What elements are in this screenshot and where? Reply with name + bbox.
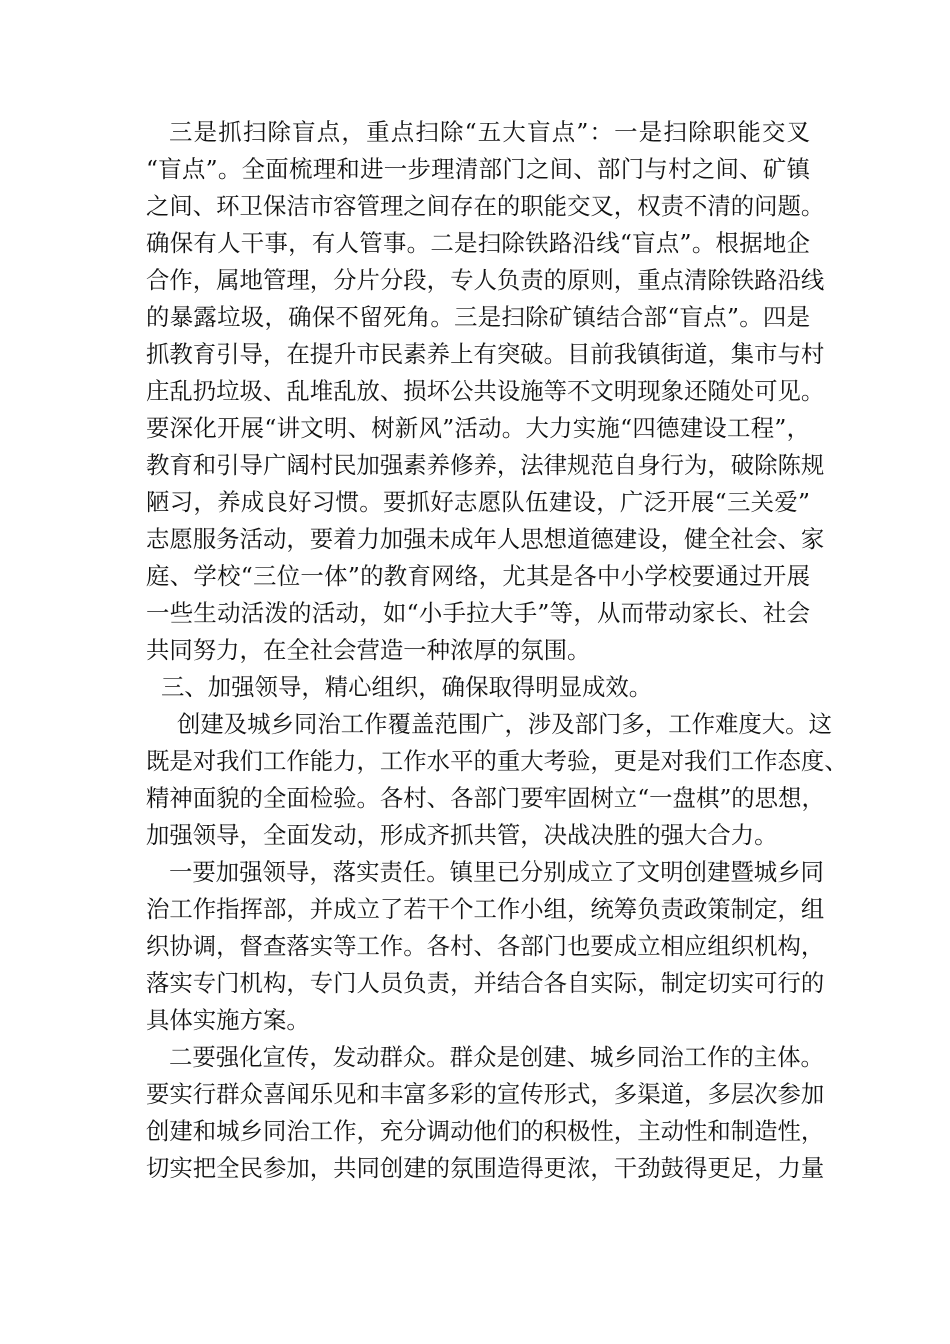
text-line: 之间、环卫保洁市容管理之间存在的职能交叉，权责不清的问题。 xyxy=(146,192,825,220)
text-line: 二要强化宣传，发动群众。群众是创建、城乡同治工作的主体。 xyxy=(169,1043,824,1071)
text-line: 既是对我们工作能力，工作水平的重大考验，更是对我们工作态度、 xyxy=(146,747,848,775)
text-line: 陋习，养成良好习惯。要抓好志愿队伍建设，广泛开展“三关爱” xyxy=(146,488,810,516)
text-line: 庄乱扔垃圾、乱堆乱放、损坏公共设施等不文明现象还随处可见。 xyxy=(146,377,825,405)
text-line: 三是抓扫除盲点，重点扫除“五大盲点”：一是扫除职能交叉 xyxy=(169,118,810,146)
text-line: 精神面貌的全面检验。各村、各部门要牢固树立“一盘棋”的思想， xyxy=(146,784,825,812)
text-line: 一些生动活泼的活动，如“小手拉大手”等，从而带动家长、社会 xyxy=(146,599,810,627)
text-line: 创建及城乡同治工作覆盖范围广，涉及部门多，工作难度大。这 xyxy=(177,710,832,738)
text-line: 加强领导，全面发动，形成齐抓共管，决战决胜的强大合力。 xyxy=(146,821,778,849)
text-line: 织协调，督查落实等工作。各村、各部门也要成立相应组织机构， xyxy=(146,932,825,960)
text-line: 一要加强领导，落实责任。镇里已分别成立了文明创建暨城乡同 xyxy=(169,858,824,886)
text-line: 教育和引导广阔村民加强素养修养，法律规范自身行为，破除陈规 xyxy=(146,451,825,479)
text-line: 创建和城乡同治工作，充分调动他们的积极性，主动性和制造性， xyxy=(146,1117,825,1145)
text-line: 要深化开展“讲文明、树新风”活动。大力实施“四德建设工程”， xyxy=(146,414,810,442)
text-line: 具体实施方案。 xyxy=(146,1006,310,1034)
text-line: 落实专门机构，专门人员负责，并结合各自实际，制定切实可行的 xyxy=(146,969,825,997)
text-line: 确保有人干事，有人管事。二是扫除铁路沿线“盲点”。根据地企 xyxy=(146,229,810,257)
text-line: “盲点”。全面梳理和进一步理清部门之间、部门与村之间、矿镇 xyxy=(146,155,810,183)
text-line: 要实行群众喜闻乐见和丰富多彩的宣传形式，多渠道，多层次参加 xyxy=(146,1080,825,1108)
text-line: 抓教育引导，在提升市民素养上有突破。目前我镇街道，集市与村 xyxy=(146,340,825,368)
text-line: 三、加强领导，精心组织，确保取得明显成效。 xyxy=(161,673,653,701)
text-line: 治工作指挥部，并成立了若干个工作小组，统筹负责政策制定，组 xyxy=(146,895,825,923)
text-line: 切实把全民参加，共同创建的氛围造得更浓，干劲鼓得更足，力量 xyxy=(146,1154,825,1182)
text-line: 志愿服务活动，要着力加强未成年人思想道德建设，健全社会、家 xyxy=(146,525,825,553)
text-line: 的暴露垃圾，确保不留死角。三是扫除矿镇结合部“盲点”。四是 xyxy=(146,303,810,331)
text-line: 合作，属地管理，分片分段，专人负责的原则，重点清除铁路沿线 xyxy=(146,266,825,294)
text-line: 庭、学校“三位一体”的教育网络，尤其是各中小学校要通过开展 xyxy=(146,562,810,590)
text-line: 共同努力，在全社会营造一种浓厚的氛围。 xyxy=(146,636,591,664)
